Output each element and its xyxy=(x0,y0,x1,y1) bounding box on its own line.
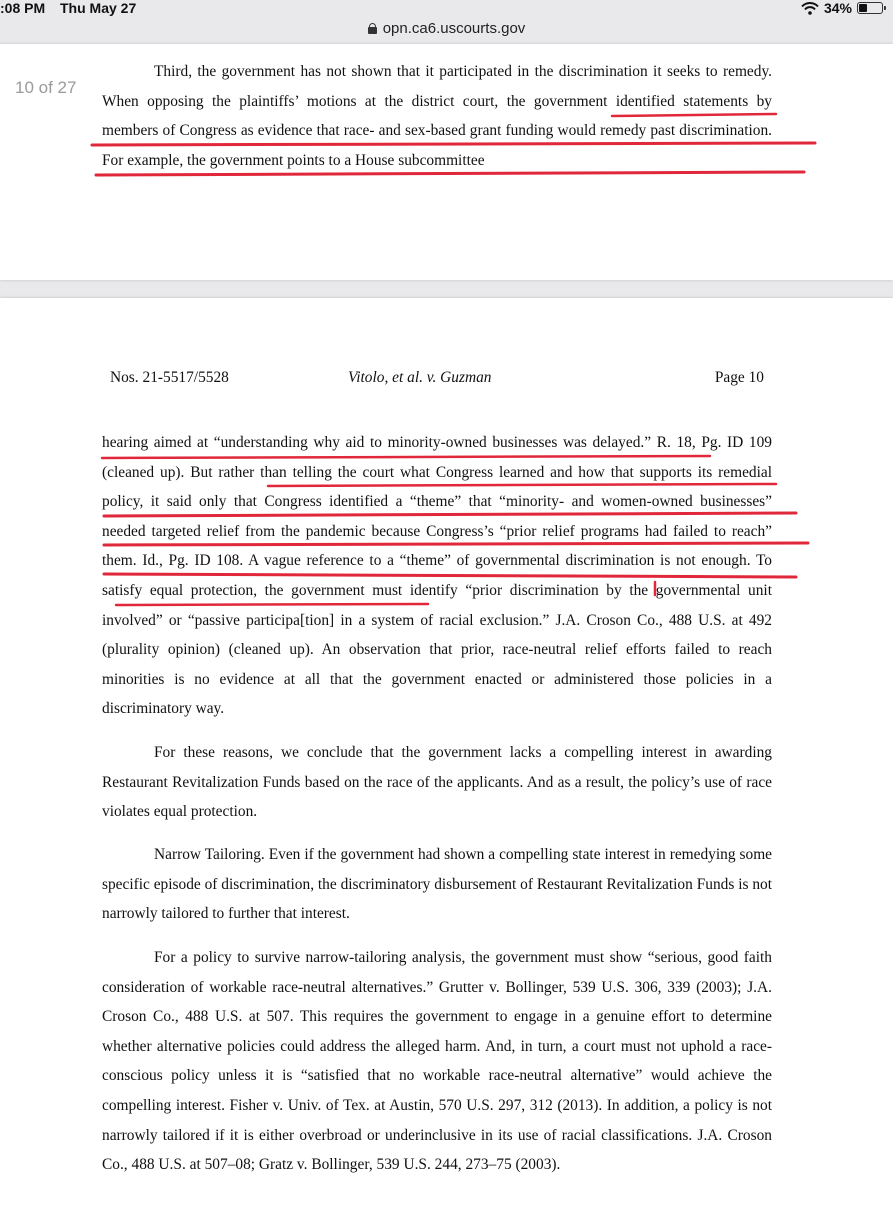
header-caption: Vitolo, et al. v. Guzman xyxy=(348,369,492,386)
paragraph xyxy=(102,738,772,827)
header-docket: Nos. 21-5517/5528 xyxy=(110,369,229,386)
status-time: :08 PM xyxy=(0,0,46,16)
paragraph xyxy=(102,840,772,929)
url-domain[interactable]: opn.ca6.uscourts.gov xyxy=(382,19,526,37)
paragraph-text: For a policy to survive narrow-tailoring analysis, the government must show “serious, good faith consideration of workable race-neutral alternatives.” Grutter v. Bollinger, 539 U.S. 306, 339 (2003); J.A. Croson Co., 488 U.S. at 507. This requires the government to engage in a genuine effort to determine whether alternative policies could address the alleged harm. And, in turn, a court must not uphold a race-conscious policy unless it is “satisfied that no workable race-neutral alternative” would achieve the compelling interest. Fisher v. Univ. of Tex. at Austin, 570 U.S. 297, 312 (2013). In addition, a policy is not narrowly tailored if it is either overbroad or underinclusive in its use of racial classifications. J.A. Croson Co., 488 U.S. at 507–08; Gratz v. Bollinger, 539 U.S. 244, 273–75 (2003). xyxy=(102,949,772,1174)
paragraph xyxy=(102,428,772,724)
status-date: Thu May 27 xyxy=(60,0,137,16)
paragraph-text: Third, the government has not shown that it participated in the discrimination it seeks to remedy. When opposing the plaintiffs’ motions at the district court, the government identified statements by members of Congress as evidence that race- and sex-based grant funding would remedy past discrimination. For example, the government points to a House subcommittee xyxy=(102,63,772,169)
header-page-number: Page 10 xyxy=(714,369,764,386)
status-right-cluster xyxy=(801,0,883,16)
paragraph xyxy=(102,943,772,1180)
url-bar[interactable] xyxy=(0,16,893,40)
paragraph-text: For these reasons, we conclude that the government lacks a compelling interest in awarding Restaurant Revitalization Funds based on the race of the applicants. And as a result, the policy’s use of race violates equal protection. xyxy=(102,744,772,821)
page-header xyxy=(110,369,764,393)
paragraph-text: Narrow Tailoring. Even if the government had shown a compelling state interest in remedying some specific episode of discrimination, the discriminatory disbursement of Restaurant Revitalization Funds is not narrowly tailored to further that interest. xyxy=(102,846,772,923)
paragraph-text: hearing aimed at “understanding why aid to minority-owned businesses was delayed.” R. 18, Pg. ID 109 (cleaned up). But rather than telling the court what Congress learned and how that supports its remedial policy, it said only that Congress identified a “theme” that “minority- and women-owned businesses” needed targeted relief from the pandemic because Congress’s “prior relief programs had failed to reach” them. Id., Pg. ID 108. A vague reference to a “theme” of governmental discrimination is not enough. To satisfy equal protection, the government must identify “prior discrimination by the governmental unit involved” or “passive participa[tion] in a system of racial exclusion.” J.A. Croson Co., 488 U.S. at 492 (plurality opinion) (cleaned up). An observation that prior, race-neutral relief efforts failed to reach minorities is no evidence at all that the government enacted or administered those policies in a discriminatory way. xyxy=(102,434,772,718)
page-counter: 10 of 27 xyxy=(15,78,77,97)
wifi-icon xyxy=(801,2,819,15)
battery-percent: 34% xyxy=(823,0,852,16)
paragraph xyxy=(102,57,772,175)
lock-icon xyxy=(368,23,377,34)
pdf-page-previous xyxy=(0,44,893,280)
battery-icon xyxy=(857,2,883,14)
pdf-page-current xyxy=(0,298,893,1208)
